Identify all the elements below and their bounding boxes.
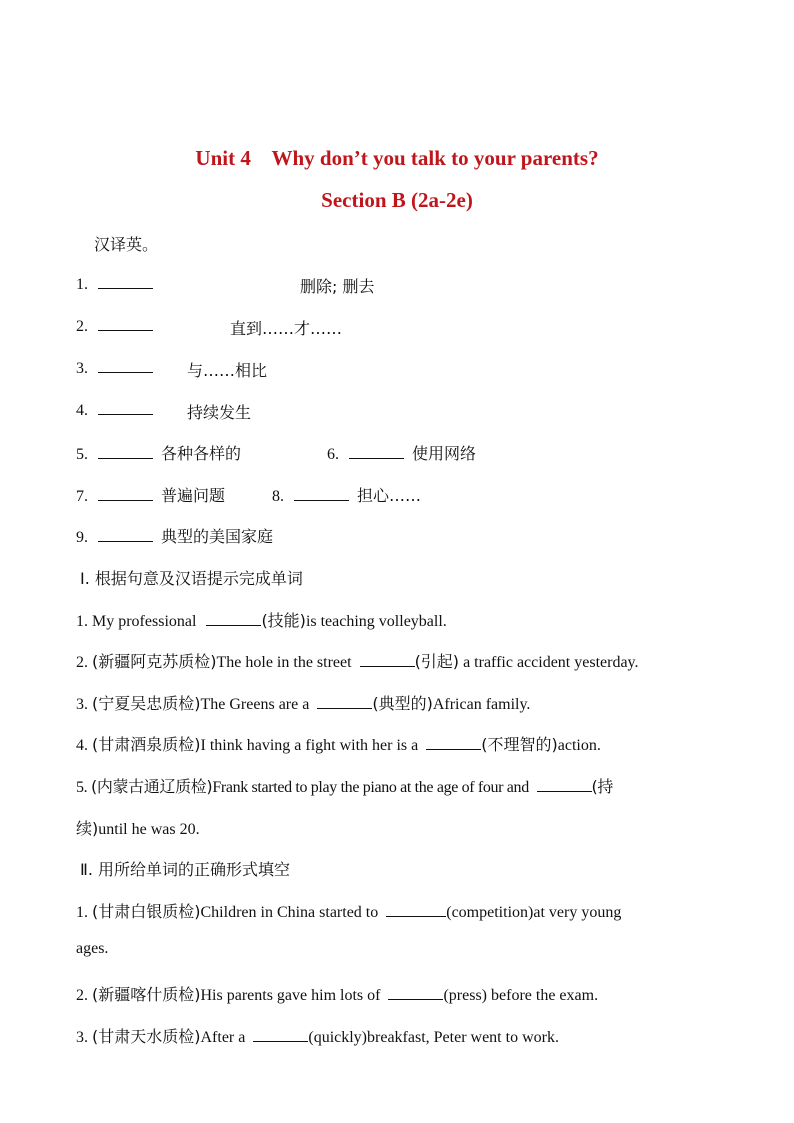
vocab-item	[76, 400, 153, 420]
question-item	[76, 899, 621, 922]
question-item	[76, 691, 530, 714]
question-text: The hole in the street	[216, 654, 356, 671]
question-source: (新疆阿克苏质检)	[92, 652, 217, 671]
item-number: 9.	[76, 529, 88, 546]
item-number: 5.	[76, 779, 88, 796]
question-item	[76, 774, 613, 797]
answer-blank[interactable]	[98, 316, 153, 331]
question-item	[76, 649, 639, 672]
item-number: 2.	[76, 654, 88, 671]
vocab-hint: 各种各样的	[161, 444, 242, 463]
vocab-hint: 与……相比	[187, 361, 268, 380]
question-source: (新疆喀什质检)	[92, 985, 201, 1004]
question-text: My professional	[92, 613, 201, 630]
vocab-hint: 普遍问题	[161, 486, 226, 505]
question-text: is teaching volleyball.	[305, 613, 447, 630]
vocab-item	[76, 274, 153, 294]
question-text: I think having a fight with her is a	[200, 737, 423, 754]
vocab-item	[76, 358, 153, 378]
question-text: After a	[200, 1029, 250, 1046]
question-source: (甘肃白银质检)	[92, 902, 201, 921]
question-item	[76, 608, 447, 631]
answer-blank[interactable]	[206, 611, 261, 626]
item-number: 4.	[76, 737, 88, 754]
answer-blank[interactable]	[317, 694, 372, 709]
answer-blank[interactable]	[426, 735, 481, 750]
question-text: until he was 20.	[98, 821, 200, 838]
section1-heading: Ⅰ. 根据句意及汉语提示完成单词	[80, 569, 303, 588]
answer-blank[interactable]	[360, 652, 415, 667]
section-subtitle: Section B (2a-2e)	[321, 188, 473, 212]
question-item	[76, 982, 598, 1005]
item-number: 6.	[327, 446, 339, 463]
vocab-hint: 直到……才……	[230, 319, 343, 338]
question-continuation: ages.	[76, 940, 109, 957]
vocab-item	[76, 441, 241, 464]
question-text: Frank started to play the piano at the age of four and	[212, 779, 533, 796]
question-source: (内蒙古通辽质检)	[90, 777, 213, 796]
item-number: 2.	[76, 318, 88, 335]
answer-blank[interactable]	[98, 274, 153, 289]
question-hint: (press)	[443, 987, 488, 1004]
vocab-heading: 汉译英。	[94, 235, 159, 254]
question-hint: (competition)	[446, 904, 534, 921]
question-hint: (quickly)	[308, 1029, 368, 1046]
answer-blank[interactable]	[349, 444, 404, 459]
question-hint: (典型的)	[372, 694, 433, 713]
vocab-hint: 删除; 删去	[300, 277, 375, 296]
vocab-hint: 典型的美国家庭	[161, 527, 274, 546]
question-text: action.	[557, 737, 601, 754]
question-text: Children in China started to	[200, 904, 383, 921]
question-hint: (技能)	[261, 611, 306, 630]
answer-blank[interactable]	[98, 527, 153, 542]
item-number: 4.	[76, 402, 88, 419]
item-number: 1.	[76, 613, 88, 630]
question-source: (甘肃酒泉质检)	[92, 735, 201, 754]
item-number: 1.	[76, 904, 88, 921]
vocab-item	[76, 316, 153, 336]
section2-heading: Ⅱ. 用所给单词的正确形式填空	[80, 860, 291, 879]
answer-blank[interactable]	[98, 358, 153, 373]
question-hint: 续)	[76, 819, 99, 838]
answer-blank[interactable]	[253, 1027, 308, 1042]
vocab-hint: 使用网络	[412, 444, 477, 463]
item-number: 5.	[76, 446, 88, 463]
vocab-hint: 担心……	[357, 486, 422, 505]
item-number: 3.	[76, 360, 88, 377]
unit-title: Unit 4 Why don’t you talk to your parents?	[195, 146, 599, 170]
question-hint: (引起)	[414, 652, 460, 671]
question-text: at very young	[533, 904, 622, 921]
question-item	[76, 732, 601, 755]
answer-blank[interactable]	[98, 400, 153, 415]
vocab-item	[272, 483, 421, 506]
vocab-item	[327, 441, 476, 464]
vocab-item	[76, 483, 225, 506]
answer-blank[interactable]	[98, 486, 153, 501]
vocab-item	[76, 524, 273, 547]
question-text: breakfast, Peter went to work.	[367, 1029, 559, 1046]
item-number: 3.	[76, 696, 88, 713]
answer-blank[interactable]	[388, 985, 443, 1000]
question-source: (甘肃天水质检)	[92, 1027, 201, 1046]
item-number: 2.	[76, 987, 88, 1004]
item-number: 7.	[76, 488, 88, 505]
question-source: (宁夏吴忠质检)	[92, 694, 201, 713]
question-hint: (不理智的)	[481, 735, 558, 754]
answer-blank[interactable]	[98, 444, 153, 459]
question-text: a traffic accident yesterday.	[459, 654, 639, 671]
item-number: 8.	[272, 488, 284, 505]
question-text: The Greens are a	[200, 696, 314, 713]
question-hint: (持	[591, 777, 614, 796]
question-text: African family.	[432, 696, 531, 713]
item-number: 3.	[76, 1029, 88, 1046]
vocab-hint: 持续发生	[187, 403, 252, 422]
question-continuation	[76, 816, 200, 839]
item-number: 1.	[76, 276, 88, 293]
question-text: before the exam.	[487, 987, 599, 1004]
question-text: His parents gave him lots of	[200, 987, 385, 1004]
answer-blank[interactable]	[386, 902, 446, 917]
question-item	[76, 1024, 559, 1047]
answer-blank[interactable]	[537, 777, 592, 792]
answer-blank[interactable]	[294, 486, 349, 501]
